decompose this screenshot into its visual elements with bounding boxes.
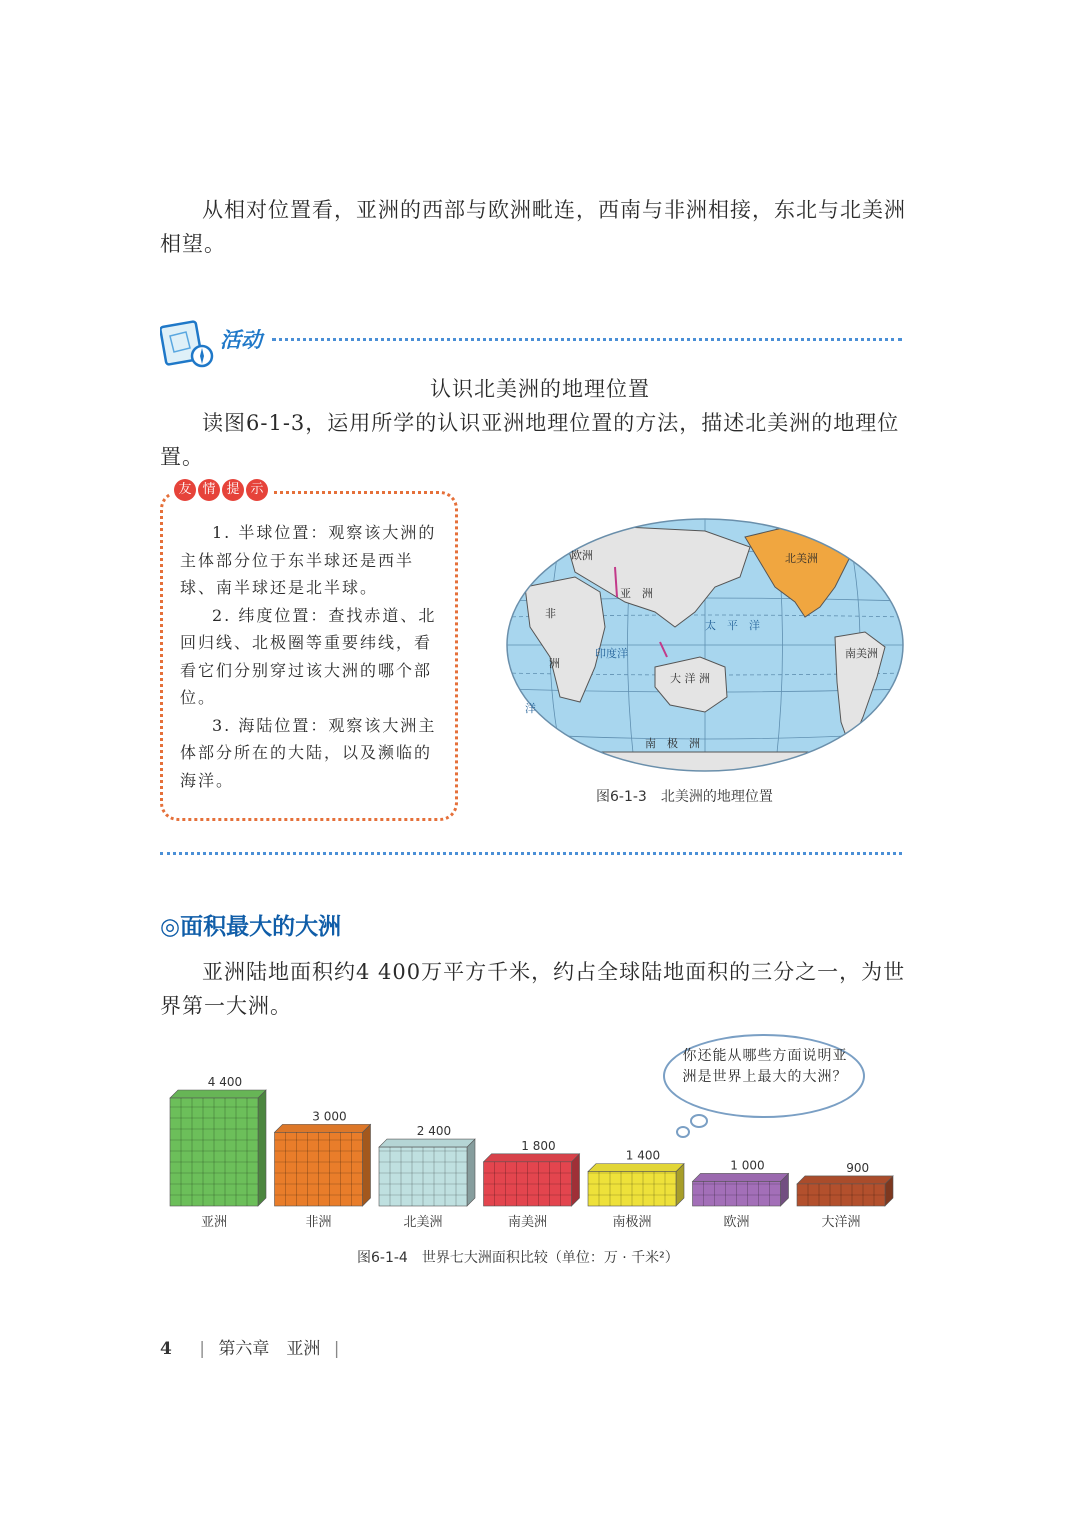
tip-item: 1. 半球位置：观察该大洲的主体部分位于东半球还是西半球、南半球还是北半球。 — [180, 523, 437, 597]
map-label-pacific: 太 平 洋 — [705, 619, 760, 632]
map-label-atlantic: 洋 — [525, 702, 536, 715]
chart-value-label: 2 400 — [416, 1124, 452, 1139]
chart-bar — [588, 1164, 684, 1206]
footer-separator: | — [199, 1339, 205, 1359]
chart-category-label: 南美洲 — [507, 1215, 548, 1230]
activity-label: 活动 — [220, 328, 262, 352]
chart-value-label: 900 — [846, 1160, 870, 1175]
intro-paragraph: 从相对位置看，亚洲的西部与欧洲毗连，西南与非洲相接，东北与北美洲相望。 — [160, 198, 906, 256]
activity-title: 认识北美洲的地理位置 — [430, 377, 650, 401]
tip-item: 3. 海陆位置：观察该大洲主体部分所在的大陆，以及濒临的海洋。 — [180, 715, 437, 790]
chart-value-label: 1 400 — [625, 1148, 661, 1163]
chart-bar — [275, 1124, 371, 1206]
chart-caption: 图6-1-4 世界七大洲面积比较（单位：万 · 千米²） — [357, 1250, 679, 1266]
chart-value-label: 4 400 — [207, 1075, 243, 1089]
tips-text — [180, 519, 442, 794]
page-footer — [160, 1334, 340, 1359]
tip-item: 2. 纬度位置：查找赤道、北回归线、北极圈等重要纬线，看看它们分别穿过该大洲的哪个部位。 — [180, 605, 437, 707]
activity-divider-top — [272, 338, 902, 341]
map-label-africa: 非 — [545, 607, 556, 620]
continent-area-chart — [160, 1070, 900, 1235]
chart-bar — [484, 1154, 580, 1206]
chart-category-label: 非洲 — [305, 1215, 332, 1230]
chart-value-label: 1 800 — [521, 1138, 556, 1153]
map-label-oceania: 大 洋 洲 — [670, 672, 710, 685]
chart-category-label: 南极洲 — [612, 1215, 652, 1230]
tips-title-char: 友 — [174, 479, 196, 501]
tips-title-char: 示 — [246, 479, 268, 501]
footer-separator: | — [333, 1339, 340, 1359]
section-title: ◎面积最大的大洲 — [160, 914, 342, 940]
map-label-asia: 亚 洲 — [620, 587, 653, 600]
tips-title-char: 情 — [198, 479, 220, 501]
map-label-indian-ocean: 印度洋 — [595, 647, 628, 660]
tips-title-char: 提 — [222, 479, 244, 501]
map-caption: 图6-1-3 北美洲的地理位置 — [596, 789, 773, 805]
section-paragraph: 亚洲陆地面积约4 400万平方千米，约占全球陆地面积的三分之一，为世界第一大洲。 — [160, 960, 906, 1018]
chapter-label: 第六章 亚洲 — [218, 1339, 321, 1359]
chart-category-label: 欧洲 — [723, 1215, 750, 1230]
chart-category-label: 亚洲 — [200, 1215, 228, 1230]
activity-instruction: 读图6-1-3，运用所学的认识亚洲地理位置的方法，描述北美洲的地理位置。 — [160, 411, 900, 469]
map-label-south-america: 南美洲 — [845, 647, 878, 660]
activity-divider-bottom — [160, 852, 902, 855]
map-compass-icon — [160, 318, 216, 368]
chart-bar — [693, 1173, 789, 1206]
map-label-europe: 欧洲 — [571, 549, 593, 562]
map-label-north-america: 北美洲 — [785, 552, 818, 565]
world-map — [505, 517, 905, 772]
chart-category-label: 北美洲 — [403, 1215, 443, 1230]
page-number: 4 — [160, 1339, 172, 1359]
chart-bar — [170, 1090, 266, 1206]
map-label-africa2: 洲 — [549, 657, 560, 670]
chart-value-label: 1 000 — [730, 1158, 765, 1173]
chart-bar — [379, 1139, 475, 1206]
chart-bar — [797, 1176, 893, 1206]
bubble-text: 你还能从哪些方面说明亚洲是世界上最大的大洲？ — [682, 1048, 848, 1085]
chart-category-label: 大洋洲 — [821, 1215, 861, 1230]
tips-title — [170, 479, 272, 501]
chart-value-label: 3 000 — [312, 1109, 347, 1124]
map-label-antarctica: 南 极 洲 — [645, 737, 700, 750]
